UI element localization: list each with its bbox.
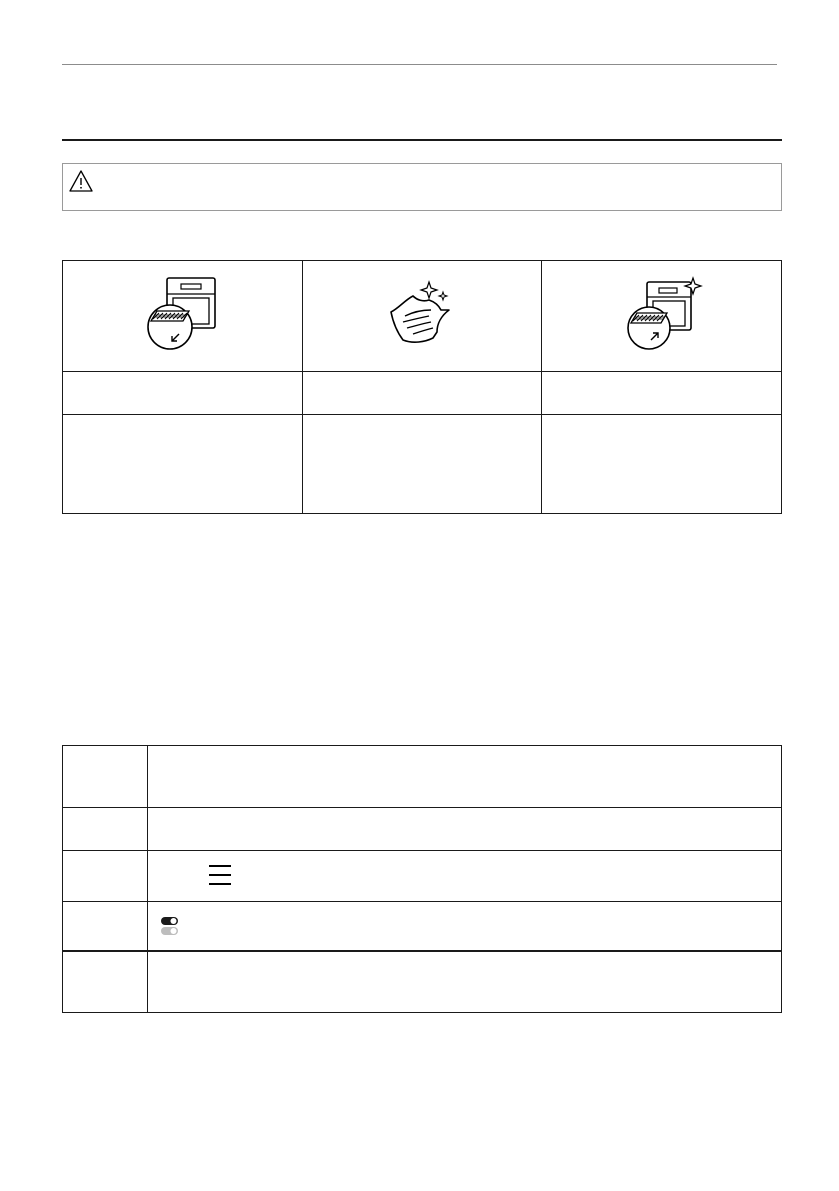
step-caption (63, 372, 303, 415)
step-text (148, 746, 782, 808)
step-number (63, 851, 148, 902)
toggle-icon (160, 916, 180, 936)
cleaning-cloth-hand-icon (377, 276, 467, 352)
step-icon-cell (302, 261, 542, 372)
step-description (63, 415, 303, 514)
step-number (63, 746, 148, 808)
remove-tray-from-oven-icon (137, 276, 227, 352)
step-text (148, 808, 782, 851)
step-description (542, 415, 782, 514)
section-title-rule (62, 139, 782, 141)
step-number (63, 808, 148, 851)
header-rule (62, 64, 777, 65)
step-icon-cell (542, 261, 782, 372)
step-caption (302, 372, 542, 415)
procedure-table (62, 745, 782, 1013)
step-icon-cell (63, 261, 303, 372)
step-description (302, 415, 542, 514)
step-number (63, 951, 148, 1013)
warning-box (62, 163, 782, 211)
step-number (63, 902, 148, 952)
step-text-cell (148, 851, 782, 902)
cleaning-steps-table (62, 260, 782, 514)
menu-icon (208, 864, 232, 886)
step-text (148, 951, 782, 1013)
insert-tray-into-oven-icon (617, 276, 707, 352)
warning-triangle-icon (68, 169, 94, 193)
step-caption (542, 372, 782, 415)
step-text-cell (148, 902, 782, 952)
